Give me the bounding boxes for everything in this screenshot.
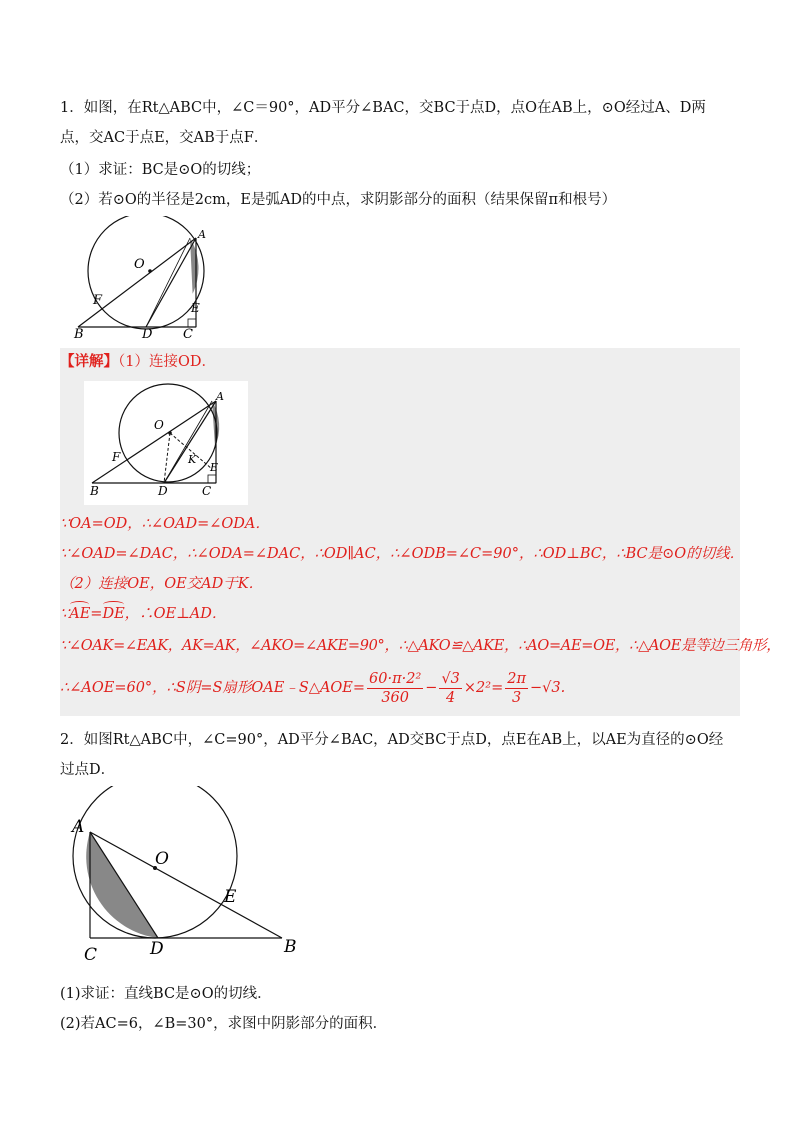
q1-label-o: O — [134, 257, 145, 272]
fraction-result-num: 2π — [507, 670, 527, 687]
q2-label-a: A — [72, 817, 85, 837]
q1-part-1: （1）求证：BC是⊙O的切线； — [60, 162, 261, 178]
solution-line-4 — [60, 604, 740, 624]
result-tail: −√3. — [530, 680, 566, 696]
solution-l4-eq: = — [90, 606, 103, 622]
fraction-result — [505, 670, 528, 707]
solution-label-b: B — [90, 484, 99, 498]
q2-label-d: D — [150, 939, 164, 959]
q2-label-o: O — [155, 849, 169, 869]
q2-label-e: E — [224, 887, 237, 907]
solution-l4-post: ，∴OE⊥AD． — [124, 606, 227, 622]
solution-figure — [84, 381, 248, 505]
q1-label-d: D — [142, 327, 153, 340]
q2-part-2: (2)若AC=6，∠B=30°，求图中阴影部分的面积． — [60, 1016, 388, 1032]
solution-step-1 — [60, 352, 740, 372]
solution-line-2: ∵∠OAD=∠DAC，∴∠ODA=∠DAC，∴OD∥AC，∴∠ODB=∠C=90°，∴OD⊥BC，∴BC是⊙O的切线． — [60, 546, 745, 562]
solution-label-f: F — [112, 450, 121, 464]
minus-sign: − — [425, 680, 438, 696]
fraction-triangle-num: √3 — [441, 670, 460, 687]
q1-label-c: C — [183, 327, 193, 340]
solution-label-c: C — [202, 484, 212, 498]
q2-part-1: (1)求证：直线BC是⊙O的切线． — [60, 986, 272, 1002]
fraction-sector-den: 360 — [381, 689, 409, 706]
q1-figure — [64, 216, 224, 340]
q2-figure — [66, 786, 306, 966]
solution-label-o: O — [154, 418, 164, 432]
solution-label-d: D — [158, 484, 168, 498]
fraction-sector-num: 60·π·2² — [369, 670, 422, 687]
solution-arc-ae: AE — [69, 606, 91, 622]
q1-line-1: 1．如图，在Rt△ABC中，∠C＝90°，AD平分∠BAC，交BC于点D，点O在AB上，⊙O经过A、D两 — [60, 100, 706, 116]
q2-line-2: 过点D． — [60, 762, 116, 778]
solution-line-5: ∵∠OAK=∠EAK，AK=AK，∠AKO=∠AKE=90°，∴△AKO≌△AKE，∴AO=AE=OE，∴△AOE是等边三角形， — [60, 638, 781, 654]
times-term: ×2²= — [463, 680, 504, 696]
solution-arc-de: DE — [102, 606, 125, 622]
solution-l6-pre: ∴∠AOE=60°，∴S阴=S扇形OAE﹣S△AOE= — [60, 680, 366, 696]
solution-line-3: （2）连接OE，OE交AD于K． — [60, 576, 264, 592]
solution-line-6 — [60, 668, 740, 708]
solution-label-k: K — [188, 453, 197, 466]
fraction-sector — [367, 670, 423, 707]
solution-label-e: E — [210, 461, 219, 474]
q1-label-e: E — [191, 301, 200, 315]
solution-head: 【详解】 — [60, 353, 118, 370]
q1-label-a: A — [198, 228, 206, 241]
fraction-result-den: 3 — [512, 689, 522, 706]
q1-label-b: B — [74, 327, 84, 340]
solution-s1: （1）连接OD． — [118, 354, 216, 370]
q1-part-2: （2）若⊙O的半径是2cm，E是弧AD的中点，求阴影部分的面积（结果保留π和根号） — [60, 192, 617, 208]
solution-label-a: A — [216, 390, 224, 403]
q1-label-f: F — [93, 293, 103, 308]
solution-l4-pre: ∵ — [60, 606, 70, 622]
q2-label-b: B — [284, 937, 297, 957]
q1-line-2: 点，交AC于点E，交AB于点F． — [60, 130, 269, 146]
q2-line-1: 2．如图Rt△ABC中，∠C=90°，AD平分∠BAC，AD交BC于点D，点E在AB上，以AE为直径的⊙O经 — [60, 732, 724, 748]
fraction-triangle — [439, 670, 461, 707]
fraction-triangle-den: 4 — [446, 689, 456, 706]
q2-label-c: C — [84, 945, 98, 965]
solution-line-1: ∵OA=OD，∴∠OAD=∠ODA． — [60, 516, 270, 532]
